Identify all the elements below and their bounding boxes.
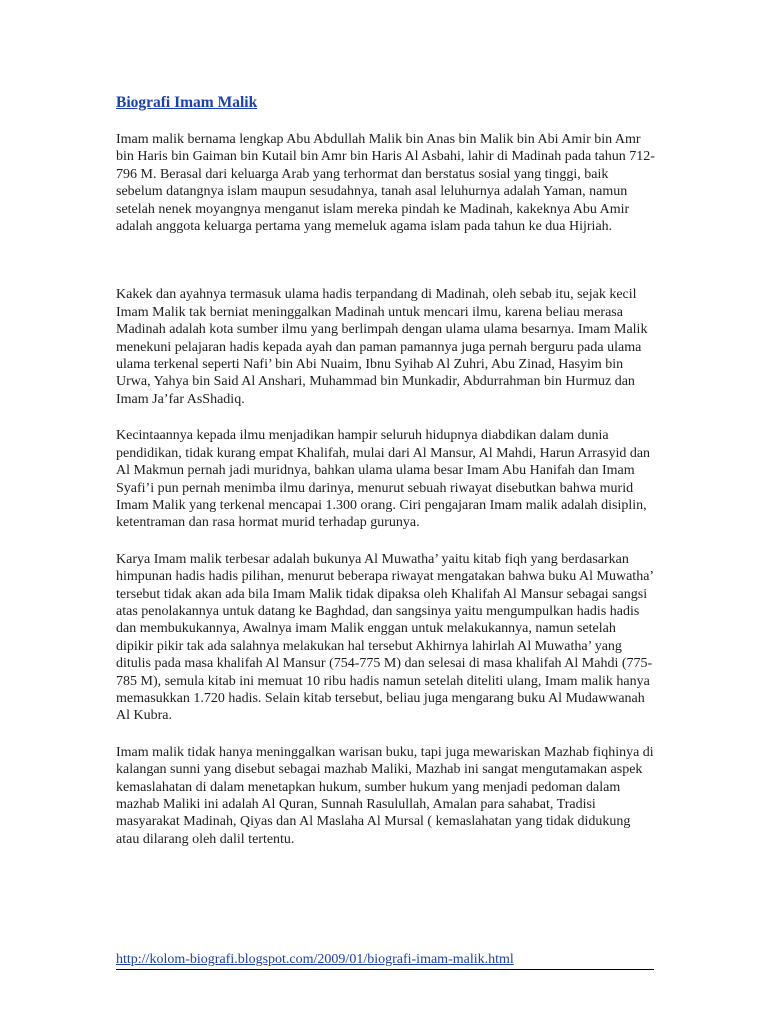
paragraph-students: Kecintaannya kepada ilmu menjadikan hampir seluruh hidupnya diabdikan dalam dunia pendidikan, tidak kurang empat Khalifah, mulai dari Al Mansur, Al Mahdi, Harun Arrasyid dan Al Makmun pernah jadi muridnya, bahkan ulama ulama besar Imam Abu Hanifah dan Imam Syafi’i pun pernah menimba ilmu darinya, menurut sebuah riwayat disebutkan bahwa murid Imam Malik yang terkenal mencapai 1.300 orang. Ciri pengajaran Imam malik adalah disiplin, ketentraman dan rasa hormat murid terhadap gurunya. (116, 428, 651, 531)
blank-space (116, 235, 656, 286)
paragraph-gap (116, 725, 656, 744)
paragraph-origin: Imam malik bernama lengkap Abu Abdullah Malik bin Anas bin Malik bin Abi Amir bin Amr bin Haris bin Gaiman bin Kutail bin Amr bin Haris Al Asbahi, lahir di Madinah pada tahun 712-796 M. Berasal dari keluarga Arab yang terhormat dan berstatus sosial yang tinggi, baik sebelum datangnya islam maupun sesudahnya, tanah asal leluhurnya adalah Yaman, namun setelah nenek moyangnya menganut islam mereka pindah ke Madinah, kakeknya Abu Amir adalah anggota keluarga pertama yang memeluk agama islam pada tahun ke dua Hijriah. (116, 132, 655, 235)
horizontal-rule (116, 969, 654, 970)
paragraph-gap (116, 408, 656, 427)
paragraph-teachers: Kakek dan ayahnya termasuk ulama hadis terpandang di Madinah, oleh sebab itu, sejak kecil Imam Malik tak berniat meninggalkan Madinah untuk mencari ilmu, karena beliau merasa Madinah adalah kota sumber ilmu yang berlimpah dengan ulama ulama besarnya. Imam Malik menekuni pelajaran hadis kepada ayah dan paman pamannya juga pernah berguru pada ulama ulama terkenal seperti Nafi’ bin Abi Nuaim, Ibnu Syihab Al Zuhri, Abu Zinad, Hasyim bin Urwa, Yahya bin Said Al Anshari, Muhammad bin Munkadir, Abdurrahman bin Hurmuz dan Imam Ja’far AsShadiq. (116, 287, 648, 407)
document-body (116, 94, 656, 848)
source-footer (116, 950, 656, 968)
paragraph-mazhab: Imam malik tidak hanya meninggalkan warisan buku, tapi juga mewariskan Mazhab fiqhinya di kalangan sunni yang disebut sebagai mazhab Maliki, Mazhab ini sangat mengutamakan aspek kemaslahatan di dalam menetapkan hukum, sumber hukum yang menjadi pedoman dalam mazhab Maliki ini adalah Al Quran, Sunnah Rasulullah, Amalan para sahabat, Tradisi masyarakat Madinah, Qiyas dan Al Maslaha Al Mursal ( kemaslahatan yang tidak didukung atau dilarang oleh dalil tertentu. (116, 744, 654, 847)
paragraph-gap (116, 532, 656, 551)
paragraph-works: Karya Imam malik terbesar adalah bukunya Al Muwatha’ yaitu kitab fiqh yang berdasarkan himpunan hadis hadis pilihan, menurut beberapa riwayat mengatakan bahwa buku Al Muwatha’ tersebut tidak akan ada bila Imam Malik tidak dipaksa oleh Khalifah Al Mansur sebagai sangsi atas penolakannya untuk datang ke Baghdad, dan sangsinya yaitu mengumpulkan hadis hadis dan membukukannya, Awalnya imam Malik enggan untuk melakukannya, namun setelah dipikir pikir tak ada salahnya melakukan hal tersebut Akhirnya lahirlah Al Muwatha’ yang ditulis pada masa khalifah Al Mansur (754-775 M) dan selesai di masa khalifah Al Mahdi (775-785 M), semula kitab ini memuat 10 ribu hadis namun setelah diteliti ulang, Imam malik hanya memasukkan 1.720 hadis. Selain kitab tersebut, beliau juga mengarang buku Al Mudawwanah Al Kubra. (116, 551, 654, 724)
document-title-link[interactable]: Biografi Imam Malik (116, 94, 258, 111)
source-link[interactable]: http://kolom-biografi.blogspot.com/2009/01/biografi-imam-malik.html (116, 952, 514, 967)
